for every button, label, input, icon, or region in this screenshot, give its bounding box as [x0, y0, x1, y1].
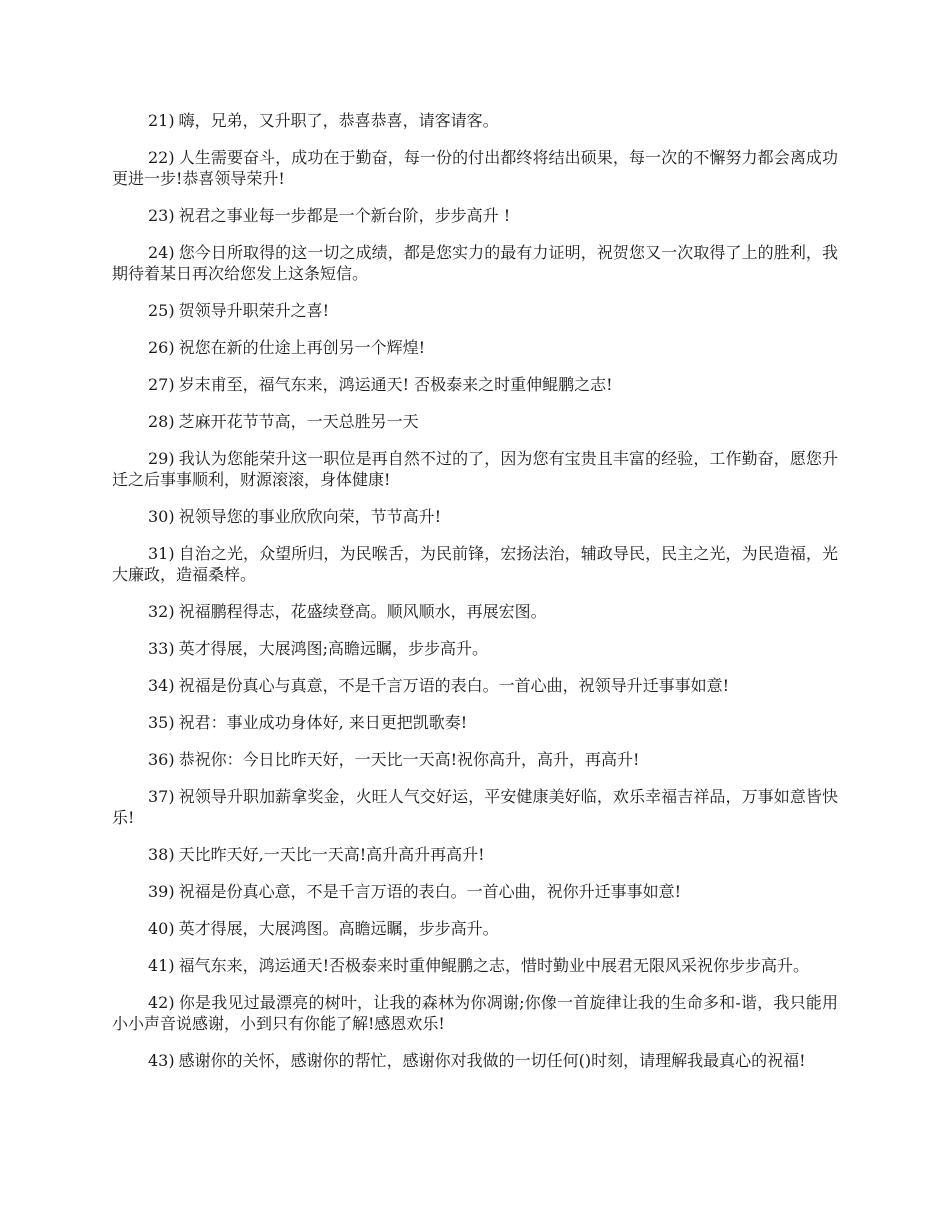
item-text: 祝领导您的事业欣欣向荣，节节高升! — [178, 507, 442, 526]
list-item — [112, 337, 838, 358]
item-text: 您今日所取得的这一切之成绩，都是您实力的最有力证明，祝贺您又一次取得了上的胜利，我期待着某日再次给您发上这条短信。 — [112, 243, 838, 283]
list-item — [112, 374, 838, 395]
list-item — [112, 1050, 838, 1071]
item-text: 祝福鹏程得志，花盛续登高。顺风顺水，再展宏图。 — [178, 602, 547, 621]
item-number: 41) — [148, 956, 175, 975]
item-number: 30) — [148, 507, 175, 526]
item-number: 39) — [148, 882, 175, 901]
list-item — [112, 543, 838, 585]
list-item — [112, 147, 838, 189]
list-item — [112, 844, 838, 865]
item-text: 嗨，兄弟，又升职了，恭喜恭喜，请客请客。 — [178, 111, 499, 130]
item-number: 33) — [148, 639, 175, 658]
item-text: 芝麻开花节节高，一天总胜另一天 — [178, 412, 419, 431]
item-number: 31) — [148, 544, 175, 563]
item-text: 你是我见过最漂亮的树叶，让我的森林为你凋谢;你像一首旋律让我的生命多和-谐，我只能用小小声音说感谢，小到只有你能了解!感恩欢乐! — [112, 993, 838, 1033]
item-number: 21) — [148, 111, 175, 130]
item-text: 英才得展，大展鸿图。高瞻远瞩，步步高升。 — [178, 919, 499, 938]
list-item — [112, 955, 838, 976]
item-text: 恭祝你：今日比昨天好，一天比一天高!祝你高升，高升，再高升! — [178, 750, 640, 769]
item-number: 28) — [148, 412, 175, 431]
item-number: 32) — [148, 602, 175, 621]
item-number: 36) — [148, 750, 175, 769]
list-item — [112, 881, 838, 902]
item-number: 22) — [148, 148, 175, 167]
item-number: 29) — [148, 449, 175, 468]
item-number: 38) — [148, 845, 175, 864]
item-text: 祝君：事业成功身体好, 来日更把凯歌奏! — [178, 713, 468, 732]
item-number: 37) — [148, 787, 175, 806]
item-text: 感谢你的关怀，感谢你的帮忙，感谢你对我做的一切任何()时刻，请理解我最真心的祝福! — [178, 1051, 806, 1070]
item-text: 祝福是份真心意，不是千言万语的表白。一首心曲，祝你升迁事事如意! — [178, 882, 682, 901]
list-item — [112, 992, 838, 1034]
item-text: 岁末甫至，福气东来，鸿运通天! 否极泰来之时重伸鲲鹏之志! — [178, 375, 613, 394]
list-item — [112, 749, 838, 770]
list-item — [112, 786, 838, 828]
list-item — [112, 110, 838, 131]
item-number: 26) — [148, 338, 175, 357]
item-number: 24) — [148, 243, 175, 262]
item-text: 人生需要奋斗，成功在于勤奋，每一份的付出都终将结出硕果，每一次的不懈努力都会离成功更进一步!恭喜领导荣升! — [112, 148, 838, 188]
list-item — [112, 601, 838, 622]
item-number: 23) — [148, 206, 175, 225]
list-item — [112, 638, 838, 659]
list-item — [112, 300, 838, 321]
list-item — [112, 242, 838, 284]
list-item — [112, 675, 838, 696]
item-text: 贺领导升职荣升之喜! — [178, 301, 330, 320]
item-text: 祝福是份真心与真意，不是千言万语的表白。一首心曲，祝领导升迁事事如意! — [178, 676, 730, 695]
item-text: 我认为您能荣升这一职位是再自然不过的了，因为您有宝贵且丰富的经验，工作勤奋，愿您升迁之后事事顺利，财源滚滚，身体健康! — [112, 449, 838, 489]
item-number: 25) — [148, 301, 175, 320]
item-number: 43) — [148, 1051, 175, 1070]
item-text: 祝君之事业每一步都是一个新台阶，步步高升 ! — [178, 206, 511, 225]
item-text: 天比昨天好,一天比一天高!高升高升再高升! — [178, 845, 485, 864]
item-number: 42) — [148, 993, 175, 1012]
list-item — [112, 448, 838, 490]
list-item — [112, 411, 838, 432]
item-number: 34) — [148, 676, 175, 695]
item-text: 祝领导升职加薪拿奖金，火旺人气交好运，平安健康美好临，欢乐幸福吉祥品，万事如意皆快乐! — [112, 787, 838, 827]
item-number: 40) — [148, 919, 175, 938]
item-text: 祝您在新的仕途上再创另一个辉煌! — [178, 338, 426, 357]
list-item — [112, 506, 838, 527]
list-item — [112, 712, 838, 733]
item-number: 27) — [148, 375, 175, 394]
item-number: 35) — [148, 713, 175, 732]
list-item — [112, 918, 838, 939]
list-item — [112, 205, 838, 226]
item-text: 自治之光，众望所归，为民喉舌，为民前锋，宏扬法治，辅政导民，民主之光，为民造福，光大廉政，造福桑梓。 — [112, 544, 838, 584]
item-text: 英才得展，大展鸿图;高瞻远瞩，步步高升。 — [178, 639, 489, 658]
item-text: 福气东来，鸿运通天!否极泰来时重伸鲲鹏之志，惜时勤业中展君无限风采祝你步步高升。 — [178, 956, 810, 975]
